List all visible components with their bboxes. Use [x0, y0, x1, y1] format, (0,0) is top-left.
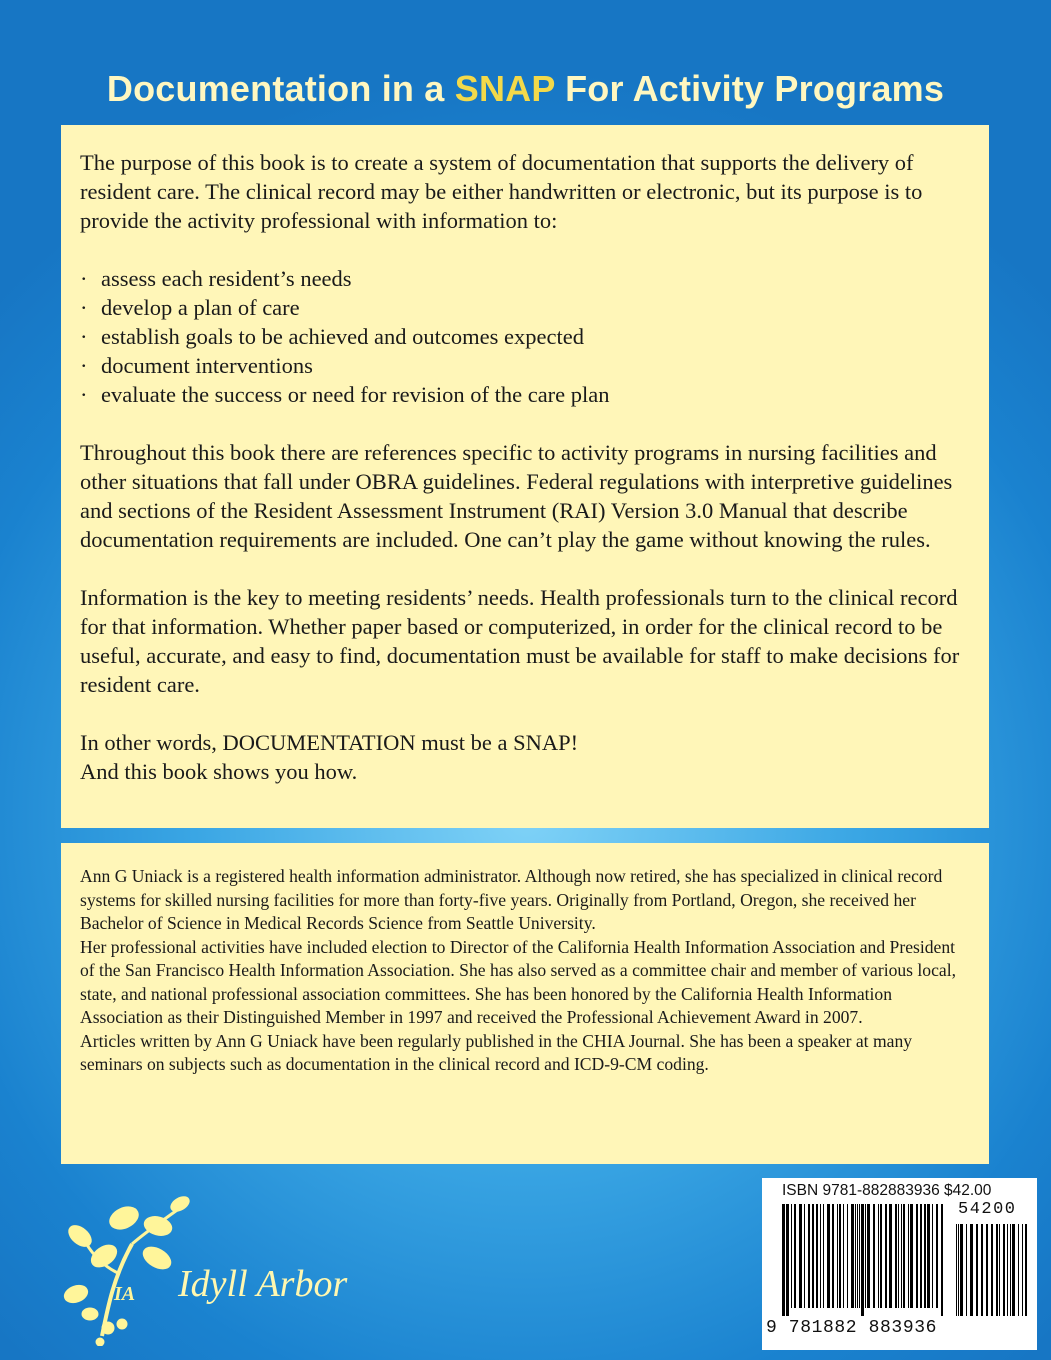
barcode-bar — [782, 1204, 785, 1316]
barcode-bar — [1012, 1224, 1015, 1316]
description-panel — [61, 125, 989, 828]
barcode-bar — [895, 1204, 897, 1308]
list-item: · document interventions — [80, 353, 313, 378]
barcode-bar — [1025, 1224, 1027, 1316]
barcode-bar — [867, 1204, 870, 1308]
barcode-bar — [885, 1204, 887, 1308]
information-paragraph: Information is the key to meeting residents’ needs. Health professionals turn to the clinical record for that information. Whether paper based or computerized, in order for the clinical record to be useful, accurate, and easy to find, documentation must be available for staff to make decisions for resident care. — [80, 585, 960, 697]
barcode-bar — [924, 1204, 926, 1308]
intro-paragraph: The purpose of this book is to create a system of documentation that supports the delivery of resident care. The clinical record may be either handwritten or electronic, but its purpose is to provide the activity professional with information to: — [80, 150, 923, 233]
barcode-bar — [999, 1224, 1000, 1316]
purpose-list — [80, 264, 971, 409]
barcode-bar — [927, 1204, 930, 1308]
barcode-bar — [859, 1204, 860, 1308]
barcode-bar — [861, 1204, 864, 1316]
isbn-barcode — [762, 1178, 1037, 1350]
logo-monogram: IA — [114, 1283, 136, 1305]
barcode-bar — [808, 1204, 810, 1308]
barcode-bar — [804, 1204, 805, 1308]
barcode-bar — [823, 1204, 824, 1308]
isbn-price: ISBN 9781-882883936 $42.00 — [782, 1182, 992, 1199]
barcode-bar — [837, 1204, 838, 1308]
barcode-bar — [956, 1224, 957, 1316]
barcode-bar — [898, 1204, 899, 1308]
publisher-name: Idyll Arbor — [178, 1263, 348, 1305]
barcode-bar — [839, 1204, 841, 1308]
closing-line-2: And this book shows you how. — [80, 759, 358, 784]
barcode-bar — [865, 1204, 866, 1308]
barcode-bar — [1007, 1224, 1008, 1316]
barcode-bar — [936, 1204, 938, 1308]
publisher-logo-icon — [62, 1196, 192, 1346]
book-title: Documentation in a SNAP For Activity Programs — [106, 68, 945, 109]
author-bio-panel — [61, 843, 989, 1164]
barcode-bar — [1003, 1224, 1005, 1316]
barcode-bar — [791, 1204, 792, 1308]
barcode-bar — [857, 1204, 858, 1308]
barcode-bar — [996, 1224, 998, 1316]
barcode-bar — [966, 1224, 967, 1316]
barcode-bar — [1010, 1224, 1011, 1316]
barcode-bar — [855, 1204, 856, 1308]
closing-line-1: In other words, DOCUMENTATION must be a SNAP! — [80, 730, 579, 755]
barcode-bar — [880, 1204, 882, 1308]
barcode-bar — [916, 1204, 918, 1308]
barcode-bar — [941, 1204, 943, 1316]
barcode-bar — [851, 1204, 854, 1308]
barcode-bar — [903, 1204, 905, 1308]
barcode-bar — [843, 1204, 844, 1308]
barcode-bar — [1018, 1224, 1019, 1316]
barcode-bar — [920, 1204, 922, 1308]
closing-paragraph — [80, 728, 971, 786]
list-item: · develop a plan of care — [80, 295, 300, 320]
price-addon-number: 54200 — [958, 1200, 1017, 1219]
barcode-bar — [794, 1204, 796, 1308]
barcode-bar — [799, 1204, 802, 1308]
barcode-bar — [847, 1204, 848, 1308]
barcode-bar — [986, 1224, 988, 1316]
barcode-bar — [1022, 1224, 1023, 1316]
title-snap-highlight: SNAP — [454, 68, 555, 109]
barcode-bar — [816, 1204, 818, 1308]
barcode-bar — [832, 1204, 834, 1308]
bio-paragraph-3: Articles written by Ann G Uniack have been regularly published in the CHIA Journal. She has been a speaker at many seminars on subjects such as documentation in the clinical record and ICD-9-CM coding. — [80, 1030, 913, 1074]
barcode-bar — [812, 1204, 814, 1308]
barcode-bar — [976, 1224, 978, 1316]
barcode-bar — [981, 1224, 983, 1316]
barcode-bar — [910, 1204, 913, 1308]
list-item: · evaluate the success or need for revision of the care plan — [80, 382, 610, 407]
barcode-bar — [991, 1224, 993, 1316]
bio-paragraph-1: Ann G Uniack is a registered health information administrator. Although now retired, she has specialized in clinical record systems for skilled nursing facilities for more than forty-five years. Originally from Portland, Oregon, she received her Bachelor of Science in Medical Records Science from Seattle University. — [80, 866, 943, 933]
barcode-bar — [889, 1204, 892, 1308]
barcode-bar — [970, 1224, 973, 1316]
barcode-bar — [878, 1204, 879, 1308]
ean-number: 9 781882 883936 — [766, 1318, 938, 1338]
bio-paragraph-2: Her professional activities have included election to Director of the California Health Information Association and President of the San Francisco Health Information Association. She has also served as a committee chair and member of various local, state, and national professional association committees. She has been honored by the California Health Information Association as their Distinguished Member in 1997 and received the Professional Achievement Award in 2007. — [80, 936, 957, 1027]
barcode-bar — [960, 1224, 963, 1316]
barcode-bar — [827, 1204, 830, 1308]
barcode-bar — [820, 1204, 821, 1308]
barcode-bar — [908, 1204, 909, 1308]
list-item: · establish goals to be achieved and outcomes expected — [80, 324, 584, 349]
barcode-bars — [780, 1204, 1030, 1320]
barcode-bar — [901, 1204, 902, 1308]
obra-paragraph: Throughout this book there are references specific to activity programs in nursing facilities and other situations that fall under OBRA guidelines. Federal regulations with interpretive guidelines and sections of the Resident Assessment Instrument (RAI) Version 3.0 Manual that describe documentation requirements are included. One can’t play the game without knowing the rules. — [80, 440, 953, 552]
barcode-bar — [873, 1204, 875, 1308]
list-item: · assess each resident’s needs — [80, 266, 352, 291]
barcode-bar — [958, 1224, 959, 1316]
barcode-bar — [932, 1204, 933, 1308]
barcode-bar — [786, 1204, 789, 1316]
